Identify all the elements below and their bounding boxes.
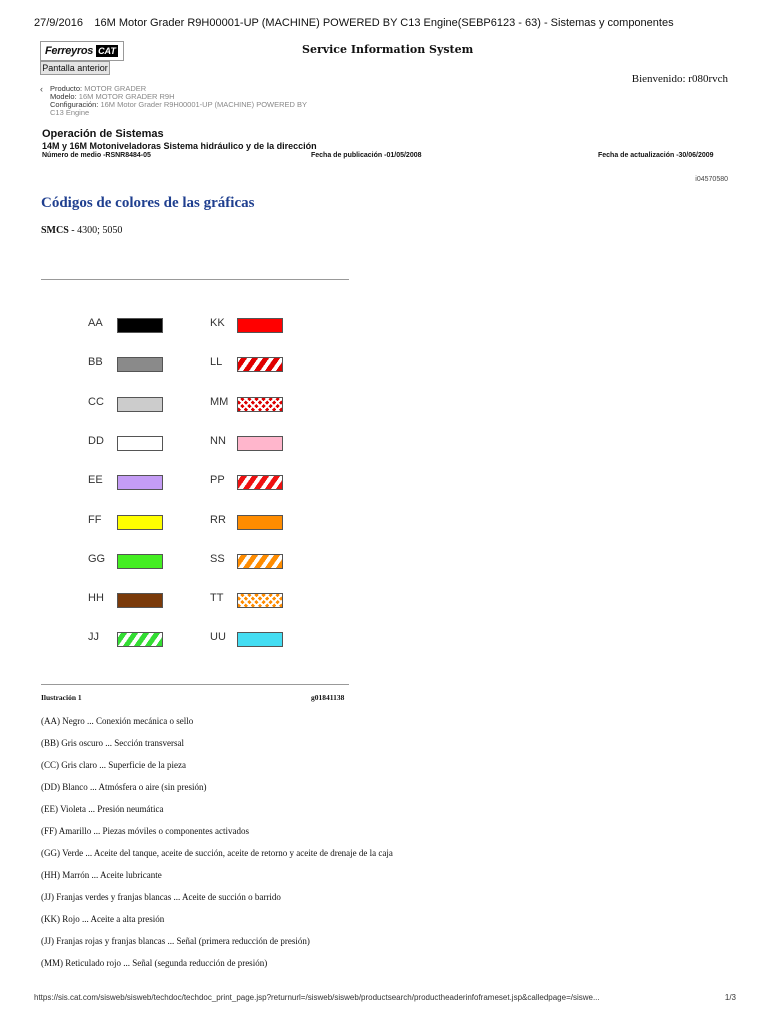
legend-swatch-dd <box>117 436 163 451</box>
legend-code-nn: NN <box>210 434 226 447</box>
illustration-label: Ilustración 1 <box>41 693 82 702</box>
print-date: 27/9/2016 <box>34 17 83 29</box>
publication-date: Fecha de publicación -01/05/2008 <box>311 152 422 159</box>
legend-code-tt: TT <box>210 592 224 605</box>
description-line: (JJ) Franjas rojas y franjas blancas ... Señal (primera reducción de presión) <box>41 936 310 946</box>
document-id: i04570580 <box>695 176 728 183</box>
chevron-left-icon[interactable]: ‹ <box>40 84 43 94</box>
cat-logo: CAT <box>98 46 116 56</box>
illustration-ref: g01841138 <box>311 693 345 702</box>
config-value-2: C13 Engine <box>50 108 90 117</box>
description-line: (KK) Rojo ... Aceite a alta presión <box>41 914 165 924</box>
legend-swatch-jj <box>117 632 163 647</box>
legend-code-ff: FF <box>88 513 102 526</box>
modelo-value: 16M MOTOR GRADER R9H <box>78 92 175 101</box>
divider-top <box>41 279 349 280</box>
media-number: Número de medio -RSNR8484-05 <box>42 152 151 159</box>
description-line: (CC) Gris claro ... Superficie de la pieza <box>41 760 186 770</box>
back-button[interactable]: Pantalla anterior <box>40 61 110 75</box>
update-date: Fecha de actualización -30/06/2009 <box>598 152 714 159</box>
page-number: 1/3 <box>724 993 736 1002</box>
legend-code-ll: LL <box>210 356 223 369</box>
legend-code-ss: SS <box>210 552 225 565</box>
legend-swatch-bb <box>117 357 163 372</box>
legend-code-mm: MM <box>210 395 229 408</box>
legend-swatch-ff <box>117 515 163 530</box>
description-line: (FF) Amarillo ... Piezas móviles o componentes activados <box>41 826 249 836</box>
legend-code-hh: HH <box>88 592 104 605</box>
legend-swatch-mm <box>237 397 283 412</box>
legend-swatch-nn <box>237 436 283 451</box>
legend-code-rr: RR <box>210 513 226 526</box>
legend-swatch-gg <box>117 554 163 569</box>
legend-swatch-uu <box>237 632 283 647</box>
producto-value: MOTOR GRADER <box>84 84 147 93</box>
smcs-label: SMCS <box>41 225 69 236</box>
smcs-value: - 4300; 5050 <box>71 225 123 236</box>
producto-label: Producto: <box>50 84 83 93</box>
smcs-codes <box>41 225 122 236</box>
modelo-label: Modelo: <box>50 92 77 101</box>
legend-swatch-rr <box>237 515 283 530</box>
description-line: (EE) Violeta ... Presión neumática <box>41 804 164 814</box>
legend-code-cc: CC <box>88 395 104 408</box>
legend-code-uu: UU <box>210 631 226 644</box>
legend-code-gg: GG <box>88 552 106 565</box>
legend-swatch-ee <box>117 475 163 490</box>
description-line: (BB) Gris oscuro ... Sección transversal <box>41 738 184 748</box>
divider-bottom <box>41 684 349 685</box>
legend-code-pp: PP <box>210 474 225 487</box>
legend-swatch-kk <box>237 318 283 333</box>
legend-code-aa: AA <box>88 317 103 329</box>
config-label: Configuración: <box>50 100 99 109</box>
sis-title: Service Information System <box>302 43 474 56</box>
legend-code-dd: DD <box>88 434 104 447</box>
logo-text: Ferreyros <box>45 45 94 57</box>
ferreyros-cat-logo <box>40 41 124 61</box>
welcome-user: Bienvenido: r080rvch <box>631 73 728 85</box>
page-heading: Códigos de colores de las gráficas <box>41 195 255 211</box>
footer-url[interactable]: https://sis.cat.com/sisweb/sisweb/techdoc/techdoc_print_page.jsp?returnurl=/sisweb/sisweb/productsearch/productheaderinfoframeset.jsp&calledpage=/siswe... <box>34 993 600 1002</box>
legend-swatch-pp <box>237 475 283 490</box>
description-line: (DD) Blanco ... Atmósfera o aire (sin presión) <box>41 782 207 792</box>
legend-code-ee: EE <box>88 474 103 487</box>
print-title: 16M Motor Grader R9H00001-UP (MACHINE) POWERED BY C13 Engine(SEBP6123 - 63) - Sistemas y componentes <box>94 17 674 29</box>
description-line: (AA) Negro ... Conexión mecánica o sello <box>41 716 194 726</box>
description-line: (JJ) Franjas verdes y franjas blancas ... Aceite de succión o barrido <box>41 892 281 902</box>
description-line: (GG) Verde ... Aceite del tanque, aceite de succión, aceite de retorno y aceite de drenaje de la caja <box>41 848 393 858</box>
legend-swatch-cc <box>117 397 163 412</box>
legend-code-jj: JJ <box>88 631 99 644</box>
legend-code-bb: BB <box>88 356 103 369</box>
description-line: (HH) Marrón ... Aceite lubricante <box>41 870 162 880</box>
legend-swatch-ss <box>237 554 283 569</box>
legend-swatch-tt <box>237 593 283 608</box>
legend-swatch-hh <box>117 593 163 608</box>
section-title: Operación de Sistemas <box>42 128 164 140</box>
section-subtitle: 14M y 16M Motoniveladoras Sistema hidráulico y de la dirección <box>42 141 317 151</box>
legend-swatch-ll <box>237 357 283 372</box>
config-value: 16M Motor Grader R9H00001-UP (MACHINE) POWERED BY <box>100 100 308 109</box>
description-line: (MM) Reticulado rojo ... Señal (segunda reducción de presión) <box>41 958 268 968</box>
breadcrumb <box>50 85 307 117</box>
legend-code-kk: KK <box>210 317 225 329</box>
legend-swatch-aa <box>117 318 163 333</box>
